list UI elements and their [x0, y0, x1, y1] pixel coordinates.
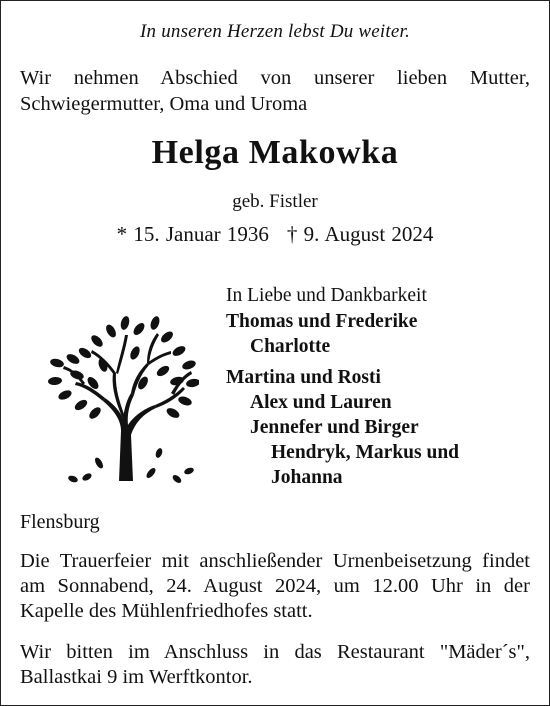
mourner-line: Hendryk, Markus und [271, 442, 460, 463]
mourner-line: Charlotte [250, 336, 331, 357]
deceased-name: Helga Makowka [151, 134, 399, 171]
tree-icon [47, 313, 199, 485]
mourners-block [226, 283, 536, 490]
mourner-line: Alex und Lauren [250, 392, 392, 413]
motto: In unseren Herzen lebst Du weiter. [140, 21, 410, 42]
birth-name: geb. Fistler [232, 191, 318, 212]
birth-date: * 15. Januar 1936 [116, 222, 269, 246]
mourner-line: Jennefer und Birger [250, 417, 419, 438]
intro-text: Wir nehmen Abschied von unserer lieben Mutter, Schwiegermutter, Oma und Uroma [20, 67, 530, 115]
mourner-line: Martina und Rosti [226, 367, 381, 388]
mourner-line: Thomas und Frederike [226, 311, 418, 332]
request-text: Wir bitten im Anschluss in das Restaurant "Mäder´s", Ballastkai 9 im Werftkontor. [20, 641, 530, 688]
thanks-line: In Liebe und Dankbarkeit [226, 285, 427, 306]
life-dates [1, 222, 549, 247]
death-date: † 9. August 2024 [286, 222, 434, 246]
service-text: Die Trauerfeier mit anschließender Urnenbeisetzung findet am Sonnabend, 24. August 2024, um 12.00 Uhr in der Kapelle des Mühlenfriedhofes statt. [20, 550, 530, 622]
place-name: Flensburg [20, 511, 100, 533]
mourner-line: Johanna [271, 467, 343, 488]
